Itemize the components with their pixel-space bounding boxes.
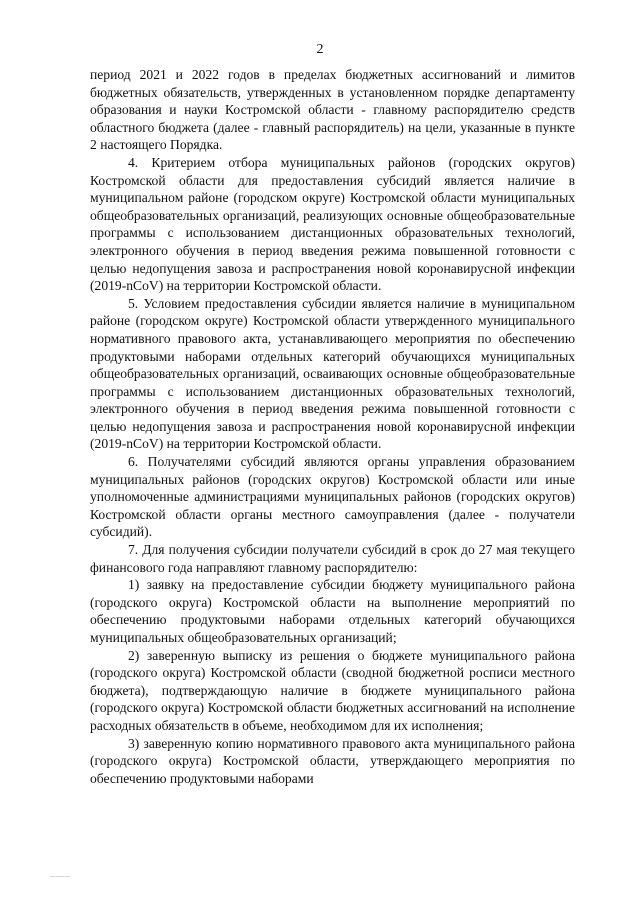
subitem-2: 2) заверенную выписку из решения о бюджете муниципального района (городского округа) Костромской области (сводной бюджетной росписи местного бюджета), подтверждающую наличие в бюджете муниципального района (городского округа) Костромской области бюджетных ассигнований на исполнение расходных обязательств в объеме, необходимом для их исполнения;: [90, 647, 575, 733]
document-body: [90, 66, 575, 787]
page-number: 2: [316, 42, 324, 57]
paragraph-item-5: 5. Условием предоставления субсидии является наличие в муниципальном районе (городском округе) Костромской области утвержденного муниципального нормативного правового акта, устанавливающего мероприятия по обеспечению продуктовыми наборами отдельных категорий обучающихся муниципальных общеобразовательных организаций, осваивающих основные общеобразовательные программы с использованием дистанционных образовательных технологий, электронного обучения в период введения режима повышенной готовности с целью недопущения завоза и распространения новой коронавирусной инфекции (2019-nCoV) на территории Костромской области.: [90, 295, 575, 452]
paragraph-item-6: 6. Получателями субсидий являются органы управления образованием муниципальных районов (городских округов) Костромской области или иные уполномоченные администрациями муниципальных районов (городских округов) Костромской области органы местного самоуправления (далее - получатели субсидий).: [90, 454, 575, 540]
subitem-1: 1) заявку на предоставление субсидии бюджету муниципального района (городского округа) Костромской области на выполнение мероприятий по обеспечению продуктовыми наборами отдельных категорий обучающихся муниципальных общеобразовательных организаций;: [90, 577, 575, 645]
paragraph-item-4: 4. Критерием отбора муниципальных районов (городских округов) Костромской области для предоставления субсидий является наличие в муниципальном районе (городском округе) Костромской области муниципальных общеобразовательных организаций, реализующих основные общеобразовательные программы с использованием дистанционных образовательных технологий, электронного обучения в период введения режима повышенной готовности с целью недопущения завоза и распространения новой коронавирусной инфекции (2019-nCoV) на территории Костромской области.: [90, 154, 575, 294]
paragraph-continuation: период 2021 и 2022 годов в пределах бюджетных ассигнований и лимитов бюджетных обязательств, утвержденных в установленном порядке департаменту образования и науки Костромской области - главному распорядителю средств областного бюджета (далее - главный распорядитель) на цели, указанные в пункте 2 настоящего Порядка.: [90, 67, 575, 153]
subitem-3: 3) заверенную копию нормативного правового акта муниципального района (городского округа) Костромской области, утверждающего мероприятия по обеспечению продуктовыми наборами: [90, 735, 575, 786]
scan-artifact-line: [50, 876, 70, 877]
paragraph-item-7: 7. Для получения субсидии получатели субсидий в срок до 27 мая текущего финансового года направляют главному распорядителю:: [90, 542, 575, 575]
